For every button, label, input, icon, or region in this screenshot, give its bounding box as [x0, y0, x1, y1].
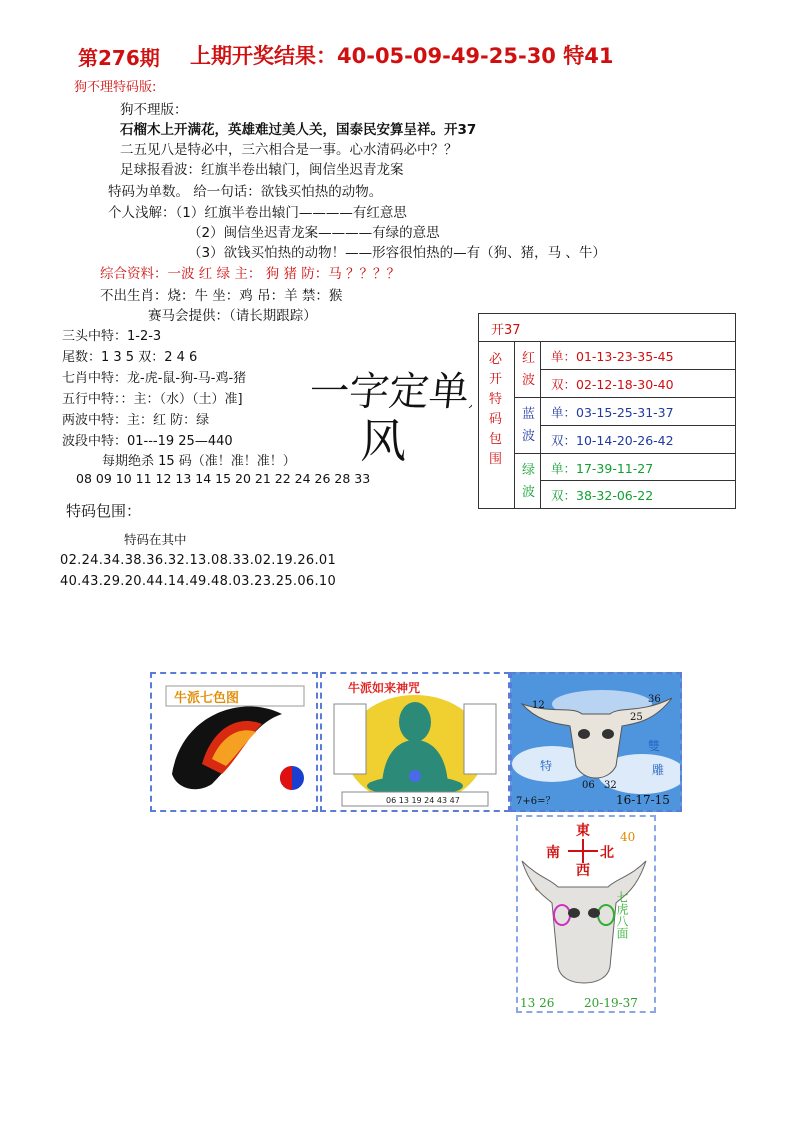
image-seven-color — [150, 672, 318, 812]
img3-char: 雙 — [648, 739, 661, 753]
wave-double: 双：10-14-20-26-42 — [551, 433, 674, 448]
issue-number: 第276期 — [78, 46, 160, 70]
surround-title: 特码包围： — [66, 502, 142, 520]
img1-title: 牛派七色图 — [174, 691, 240, 706]
surround-note: 特码在其中 — [124, 532, 187, 547]
wave-double: 双：38-32-06-22 — [551, 488, 654, 503]
wave-name: 蓝波 — [522, 407, 536, 444]
side-label: 必开特码包围 — [489, 352, 503, 467]
surround-row: 02.24.34.38.36.32.13.08.33.02.19.26.01 — [60, 553, 337, 568]
kill-line: 每期绝杀 15 码（准！准！准！） — [102, 454, 296, 469]
wave-single: 单：03-15-25-31-37 — [551, 405, 674, 420]
img3-num: 25 — [630, 712, 643, 723]
img2-title: 牛派如来神咒 — [348, 681, 421, 695]
kill-numbers: 08 09 10 11 12 13 14 15 20 21 22 24 26 28 33 — [76, 471, 371, 486]
poem-title: 狗不理版： — [120, 102, 188, 118]
stat-line: 两波中特：主：红 防：绿 — [62, 413, 210, 428]
wave-single: 单：17-39-11-27 — [551, 461, 654, 476]
wave-table-head — [479, 314, 735, 342]
img3-num: 36 — [648, 694, 661, 705]
img3-bottom: 16-17-15 — [616, 793, 670, 807]
big-title-text: 一字定单双 — [312, 369, 472, 415]
img3-char: 雕 — [652, 763, 665, 777]
stat-line: 尾数：1 3 5 双：2 4 6 — [62, 350, 198, 365]
poem-line: （3）欲钱买怕热的动物！——形容很怕热的—有（狗、猪，马 、牛） — [188, 245, 606, 261]
poem-line: 个人浅解：（1）红旗半卷出辕门————有红意思 — [108, 205, 407, 221]
not-zodiac-line: 不出生肖：烧：牛 坐：鸡 吊：羊 禁：猴 — [100, 288, 343, 304]
image-buddha — [320, 672, 510, 812]
summary-line: 综合资料：一波 红 绿 主： 狗 猪 防：马 ？？？？ — [100, 266, 401, 282]
img4-dir: 東 — [576, 823, 590, 839]
stat-line: 五行中特：：主：（水）（土）准] — [62, 392, 243, 407]
img3-num: 32 — [604, 780, 617, 791]
img4-side: 七虎八面 — [615, 891, 629, 939]
wave-group-red — [515, 342, 735, 398]
img3-char: 特 — [540, 759, 553, 773]
wave-table — [478, 313, 736, 509]
img3-num: 06 — [582, 780, 595, 791]
wave-name: 绿波 — [522, 463, 536, 500]
poem-line: 特码为单数。 给一句话：欲钱买怕热的动物。 — [108, 184, 383, 200]
big-title-sub: 风 — [360, 414, 406, 465]
wave-name: 红波 — [522, 351, 536, 388]
surround-row: 40.43.29.20.44.14.49.48.03.23.25.06.10 — [60, 574, 337, 589]
poem-line: 足球报看波：红旗半卷出辕门，闽信坐迟青龙案 — [120, 162, 404, 178]
wave-group-blue — [515, 398, 735, 454]
img3-eq: 7+6=？ — [516, 796, 556, 807]
wave-table-side — [479, 342, 515, 508]
stat-line: 七肖中特：龙-虎-鼠-狗-马-鸡-猪 — [62, 371, 247, 386]
wave-single: 单：01-13-23-35-45 — [551, 349, 674, 364]
stat-line: 波段中特：01---19 25—440 — [62, 434, 233, 449]
image-skull-directions — [516, 815, 656, 1013]
img4-bottom: 20-19-37 — [584, 996, 638, 1010]
poem-line: （2）闽信坐迟青龙案————有绿的意思 — [188, 225, 440, 241]
img4-n1: 40 — [620, 830, 636, 844]
big-title — [312, 345, 472, 465]
wave-double: 双：02-12-18-30-40 — [551, 377, 674, 392]
provider-line: 赛马会提供：（请长期跟踪） — [148, 308, 317, 324]
img4-dir: 南 — [546, 845, 560, 861]
img2-bottom: 06 13 19 24 43 47 — [386, 796, 460, 805]
stat-line: 三头中特：1-2-3 — [62, 329, 162, 344]
wave-group-green — [515, 454, 735, 508]
last-result: 上期开奖结果：40-05-09-49-25-30 特41 — [190, 44, 614, 68]
img4-dir: 北 — [600, 845, 614, 861]
img4-bottom: 13 26 — [520, 996, 555, 1010]
img3-num: 12 — [532, 700, 545, 711]
poem-line: 二五见八是特必中，三六相合是一事。心水清码必中？？ — [120, 142, 458, 158]
open-number: 开37 — [491, 323, 521, 338]
edition-subtitle: 狗不理特码版: — [74, 80, 157, 95]
image-skull-sky — [510, 672, 682, 812]
poem-line: 石榴木上开满花，英雄难过美人关，国泰民安算呈祥。开37 — [120, 122, 477, 138]
img4-dir: 西 — [576, 863, 590, 879]
